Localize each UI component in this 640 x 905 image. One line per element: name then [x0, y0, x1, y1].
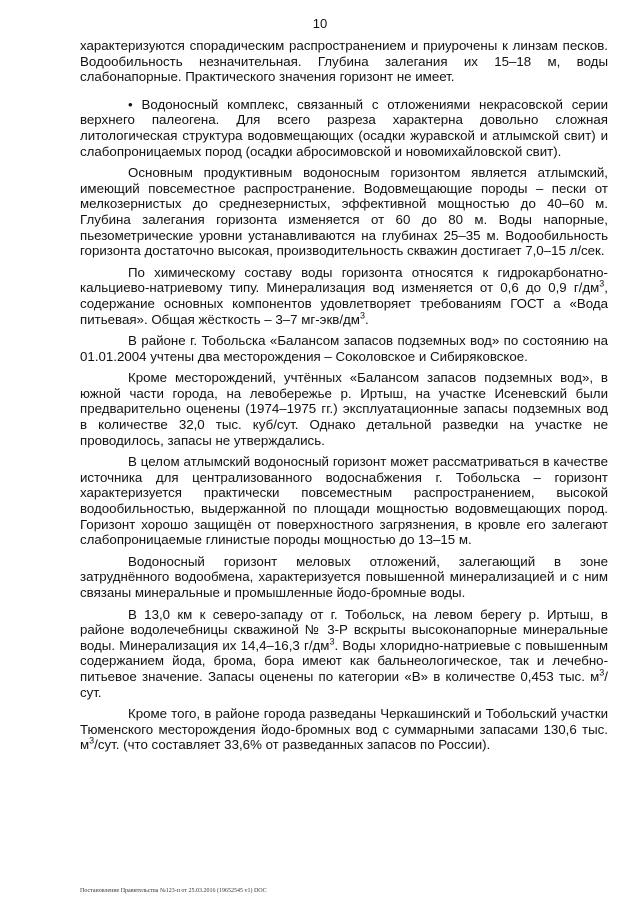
paragraph-6: Кроме месторождений, учтённых «Балансом запасов подземных вод», в южной части города, на левобережье р. Иртыш, на участке Исеневский были предварительно оценены (1974–1975 гг.) эксплуатационные запасы подземных вод в количестве 32,0 тыс. куб/сут. Однако детальной разведки на участке не проводилось, запасы не утверждались. — [80, 370, 608, 448]
page-number: 10 — [312, 16, 328, 31]
paragraph-4-part-c: . — [364, 311, 369, 327]
paragraph-8: Водоносный горизонт меловых отложений, залегающий в зоне затруднённого водообмена, характеризуется повышенной минерализацией и с ним связаны минеральные и промышленные йодо-бромные воды. — [80, 553, 608, 600]
paragraph-5: В районе г. Тобольска «Балансом запасов подземных вод» по состоянию на 01.01.2004 учтены два месторождения – Соколовское и Сибиряковское. — [80, 333, 608, 364]
document-body — [80, 38, 608, 757]
paragraph-10-part-b: /сут. (что составляет 33,6% от разведанных запасов по России). — [94, 737, 491, 753]
paragraph-3: Основным продуктивным водоносным горизонтом является атлымский, имеющий повсеместное распространение. Водовмещающие породы – пески от мелкозернистых до среднезернистых, эффективной мощностью до 40–60 м. Глубина залегания горизонта изменяется от 60 до 80 м. Воды напорные, пьезометрические уровни устанавливаются на глубинах 25–35 м. Водообильность горизонта достаточно высокая, производительность скважин достигает 7,0–15 л/сек. — [80, 165, 608, 259]
paragraph-9-part-a: В 13,0 км к северо-западу от г. Тобольск, на левом берегу р. Иртыш, в районе водолечебницы скважиной № 3-Р вскрыты высоконапорные минеральные воды. Минерализация их 14,4–16,3 г/дм — [80, 606, 608, 653]
paragraph-7: В целом атлымский водоносный горизонт может рассматриваться в качестве источника для централизованного водоснабжения г. Тобольска – горизонт характеризуется практически повсеместным распространением, высокой водообильностью, выдержанной по площади мощностью водовмещающих пород. Горизонт хорошо защищён от поверхностного загрязнения, в кровле его залегают слабопроницаемые глинистые породы мощностью до 13–15 м. — [80, 454, 608, 548]
paragraph-4 — [80, 265, 608, 327]
paragraph-4-part-a: По химическому составу воды горизонта относятся к гидрокарбонатно-кальциево-натриевому типу. Минерализация вод изменяется от 0,6 до 0,9 г/дм — [80, 264, 608, 296]
paragraph-9-part-b: . Воды хлоридно-натриевые с повышенным содержанием йода, брома, бора имеют как бальнеологическое, так и лечебно-питьевое значение. Запасы оценены по категории «В» в количестве 0,453 тыс. м — [80, 637, 608, 684]
superscript-3: 3 — [329, 636, 335, 647]
paragraph-4-part-b: , содержание основных компонентов удовлетворяет требованиям ГОСТ а «Вода питьевая». Общая жёсткость – 3–7 мг-экв/дм — [80, 280, 608, 327]
paragraph-9 — [80, 607, 608, 701]
paragraph-10 — [80, 706, 608, 753]
paragraph-1: характеризуются спорадическим распространением и приурочены к линзам песков. Водообильность незначительная. Глубина залегания их 15–18 м, воды слабонапорные. Практического значения горизонт не имеет. — [80, 38, 608, 85]
paragraph-10-part-a: Кроме того, в районе города разведаны Черкашинский и Тобольский участки Тюменского месторождения йодо-бромных вод с суммарными запасами 130,6 тыс. м — [80, 706, 608, 753]
superscript-3: 3 — [359, 310, 365, 321]
superscript-3: 3 — [89, 735, 95, 746]
superscript-3: 3 — [599, 278, 605, 289]
paragraph-2-bullet: • Водоносный комплекс, связанный с отложениями некрасовской серии верхнего палеогена. Для всего разреза характерна довольно сложная литологическая структура водовмещающих (осадки журавской и атлымской свит) и слабопроницаемых пород (осадки абросимовской и новомихайловской свит). — [80, 96, 608, 159]
document-footer: Постановление Правительства №123-п от 25.03.2016 (19652545 v1) DOC — [80, 888, 267, 894]
paragraph-9-part-c: /сут. — [80, 668, 608, 700]
superscript-3: 3 — [599, 667, 605, 678]
